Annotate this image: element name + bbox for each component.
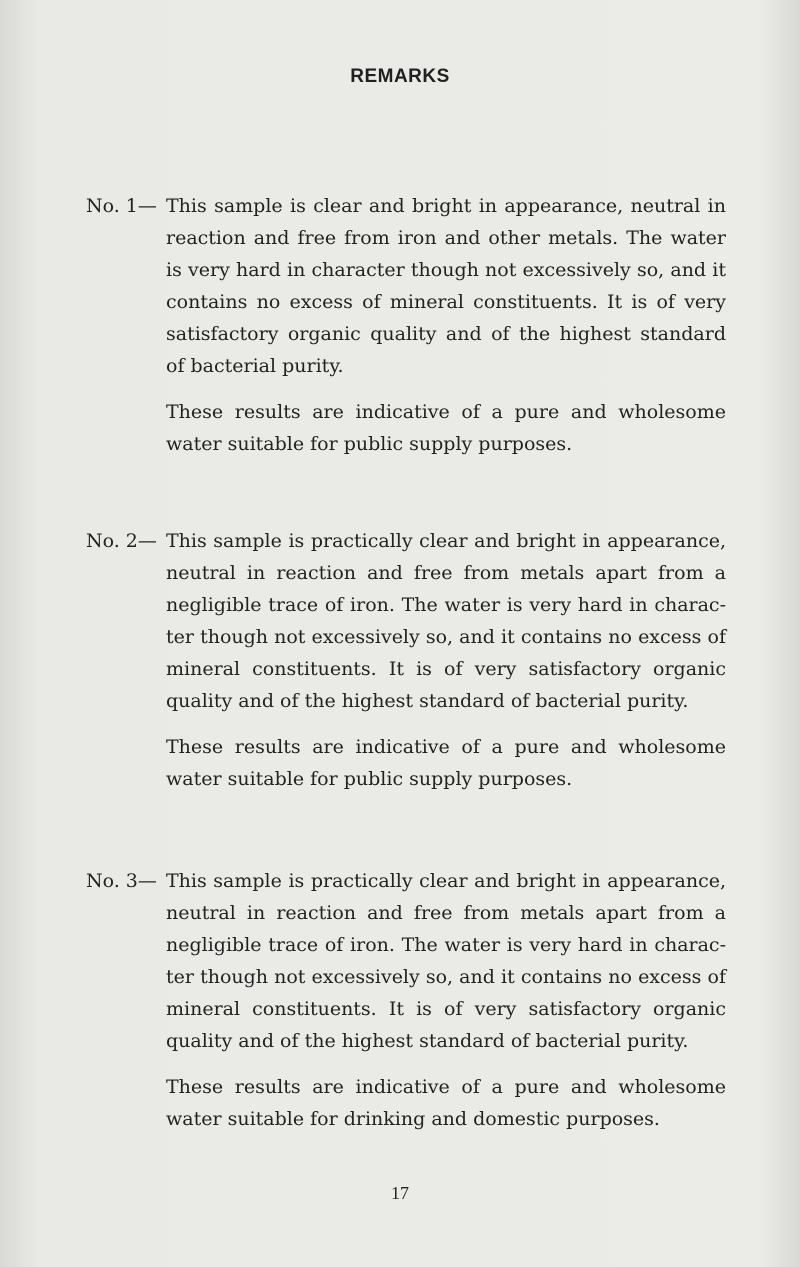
remark-1-label: No. 1— xyxy=(86,195,157,217)
remark-1-text: This sample is clear and bright in appearance, neutral in reaction and free from iron and other metals. The water is very hard in character though not excessively so, and it contains no excess of mineral constituents. It is of very satisfactory organic quality and of the highest standard of bacterial purity. xyxy=(166,195,726,377)
remark-1 xyxy=(86,190,726,460)
remark-2 xyxy=(86,525,726,795)
remark-3-paragraph xyxy=(86,865,726,1057)
page-title: REMARKS xyxy=(350,66,450,87)
remark-3 xyxy=(86,865,726,1135)
remark-1-paragraph xyxy=(86,190,726,382)
remark-3-text: This sample is practically clear and bright in appearance, neutral in reaction and free from metals apart from a negligible trace of iron. The water is very hard in charac- ter though not excessively so, and it contains no excess of mineral constituents. It is of very satisfactory organic quality and of the highest standard of bacterial purity. xyxy=(166,870,726,1052)
remark-3-conclusion: These results are indicative of a pure and wholesome water suitable for drinking and domestic purposes. xyxy=(166,1076,726,1130)
remark-1-conclusion: These results are indicative of a pure and wholesome water suitable for public supply purposes. xyxy=(166,401,726,455)
remark-2-conclusion: These results are indicative of a pure and wholesome water suitable for public supply purposes. xyxy=(166,736,726,790)
page-number: 17 xyxy=(391,1183,409,1203)
remark-2-text: This sample is practically clear and bright in appearance, neutral in reaction and free from metals apart from a negligible trace of iron. The water is very hard in charac- ter though not excessively so, and it contains no excess of mineral constituents. It is of very satisfactory organic quality and of the highest standard of bacterial purity. xyxy=(166,530,726,712)
remark-2-paragraph xyxy=(86,525,726,717)
remark-2-label: No. 2— xyxy=(86,530,157,552)
remark-3-label: No. 3— xyxy=(86,870,157,892)
